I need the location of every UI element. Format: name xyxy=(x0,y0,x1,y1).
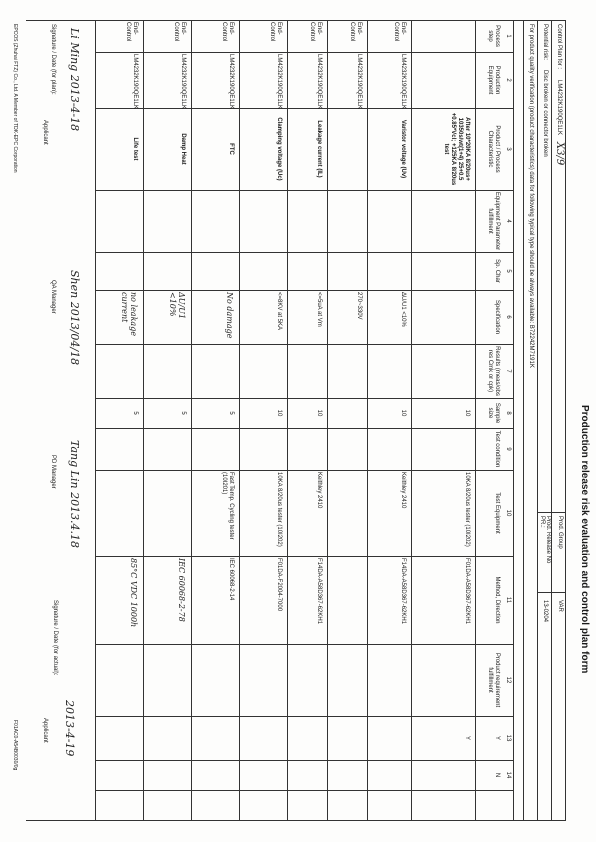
specification-cell: ΔU/U1 <10% xyxy=(400,292,406,327)
process-step-cell: End-Control xyxy=(309,22,322,42)
equipment-cell: LM4232K190QE1LK xyxy=(228,54,234,110)
sample-size-cell: 10 xyxy=(464,409,470,417)
control-plan-handwritten: X3/9 xyxy=(554,142,565,166)
method-cell: F01DA-A58D367-62KH1 xyxy=(464,558,470,625)
column-header: Product requirement fulfillment xyxy=(487,652,500,708)
column-number: 6 xyxy=(505,315,511,319)
equipment-cell: LM4232K190QE1LK xyxy=(276,54,282,110)
sample-size-cell: 5 xyxy=(228,411,234,415)
prod-release-value: 13-0204 xyxy=(542,600,548,623)
characteristic-cell: Life test xyxy=(132,137,138,161)
characteristic-cell: After 10*20KA 8/20us+ 10350s/wt(1+4) 25+0.5 +0.85*Vcl; +125KA 8/20us test xyxy=(443,112,470,186)
process-step-cell: End-Control xyxy=(125,22,138,42)
test-equipment-cell: 10KA 8/20us tester (10I202) xyxy=(276,472,282,547)
column-number: 8 xyxy=(505,411,511,415)
column-header: N xyxy=(494,772,500,778)
equipment-cell: LM4232K190QE1LK xyxy=(132,54,138,110)
specification-cell: no leakage current xyxy=(120,292,138,337)
test-equipment-cell: Keithley 2410 xyxy=(316,472,322,509)
sample-size-cell: 10 xyxy=(400,409,406,417)
column-header: Product / Process Characteristic xyxy=(487,125,500,173)
specification-cell: ΔU/U1 <10% xyxy=(168,292,186,320)
sample-size-cell: 5 xyxy=(180,411,186,415)
control-plan-label: Control Plan for : xyxy=(556,24,562,70)
characteristic-cell: Leakage current (IL) xyxy=(316,120,322,178)
process-step-cell: End-Control xyxy=(349,22,362,42)
characteristic-cell: Varistor voltage (Uv) xyxy=(400,119,406,179)
actual-signature: 2013-4-19 xyxy=(63,700,76,757)
sample-size-cell: 5 xyxy=(132,411,138,415)
form-title: Production release risk evaluation and control plan form xyxy=(579,405,590,674)
test-equipment-cell: Keithley 2410 xyxy=(400,472,406,509)
column-header: Method, Direction xyxy=(494,576,500,624)
method-cell: F14DA-A58D367-62KH1 xyxy=(400,558,406,625)
column-header: Test Equipment xyxy=(494,492,500,534)
intro-text: For product quality verification (product characteristics) data for following typical type should be always available: B72242M7191K xyxy=(528,24,534,368)
method-cell: F01DA-F2004-7000 xyxy=(276,558,282,612)
column-number: 14 xyxy=(505,771,511,779)
specification-cell: 270~330V xyxy=(356,292,362,320)
process-step-cell: End-Control xyxy=(269,22,282,42)
equipment-cell: LM4232K190QE1LK xyxy=(316,54,322,110)
pr-label: PR.: xyxy=(539,516,545,528)
specification-cell: <=8KV at 5KA xyxy=(276,292,282,331)
footer-docnum: F01AC0-A54B0030/0g xyxy=(12,720,18,771)
sample-size-cell: 10 xyxy=(276,409,282,417)
applicant-sub-label: Applicant xyxy=(42,120,48,145)
column-header: Equipment Parameter fulfillment xyxy=(487,191,500,251)
specification-cell: <=5uA at Vm xyxy=(316,292,322,327)
characteristic-cell: Damp Heat xyxy=(180,133,186,165)
method-cell: IEC 60068-2-78 xyxy=(177,558,186,622)
sample-size-cell: 10 xyxy=(316,409,322,417)
column-number: 4 xyxy=(505,219,511,223)
column-header: Test condition xyxy=(494,430,500,468)
prod-group-label: Prod. Group xyxy=(557,516,563,549)
pd-label: PD Manager xyxy=(50,455,56,489)
column-header: Sp. Char xyxy=(494,259,500,283)
column-number: 10 xyxy=(505,509,511,517)
characteristic-cell: FTC xyxy=(228,143,234,155)
control-plan-value: LM4232K190QE1LK xyxy=(556,80,562,136)
process-step-cell: End-Control xyxy=(173,22,186,42)
applicant-signature: Li Ming 2013-4-18 xyxy=(68,28,81,132)
column-number: 12 xyxy=(505,676,511,684)
process-step-cell: End-Control xyxy=(393,22,406,42)
pd-signature: Tang Lin 2013.4.18 xyxy=(68,440,81,549)
column-header: Sample size xyxy=(487,402,500,424)
qa-signature: Shen 2013/04/18 xyxy=(68,270,81,366)
method-cell: IEC 60068-2-14 xyxy=(228,558,234,601)
equipment-cell: LM4232K190QE1LK xyxy=(356,54,362,110)
prod-release-label: Prod. Release No xyxy=(545,516,551,564)
prod-group-value: VAR xyxy=(557,600,563,612)
specification-cell: No damage xyxy=(225,292,234,339)
column-number: 5 xyxy=(505,269,511,273)
column-number: 11 xyxy=(505,596,511,604)
process-step-cell: End-Control xyxy=(221,22,234,42)
column-header: Production Equipment xyxy=(487,65,500,95)
column-header: Y xyxy=(494,735,500,740)
column-header: Results (meas/obs res Cmk or cpk) xyxy=(487,346,500,396)
column-number: 1 xyxy=(505,34,511,38)
column-number: 3 xyxy=(505,147,511,151)
actual-sub-label: Applicant xyxy=(42,718,48,743)
potential-risk-label: Potential risk: xyxy=(542,24,548,61)
test-equipment-cell: Fast Temp. Cycling tester (10I201) xyxy=(221,472,234,540)
method-cell: 85°C VDC 1000h xyxy=(129,558,138,628)
characteristic-cell: Clamping voltage (Uc) xyxy=(276,117,282,181)
column-number: 2 xyxy=(505,78,511,82)
column-number: 7 xyxy=(505,369,511,373)
method-cell: F14DA-A58D367-62KH1 xyxy=(316,558,322,625)
actual-sign-label: Signature / Date (for actual): xyxy=(52,600,58,676)
footer-company: EPCOS (Zhuhai FTZ) Co., Ltd. A Member of TDK-EPC Corporation xyxy=(12,24,18,173)
potential-risk-value: Disc broken or connector broken xyxy=(542,70,548,157)
equipment-cell: LM4232K190QE1LK xyxy=(400,54,406,110)
equipment-cell: LM4232K190QE1LK xyxy=(180,54,186,110)
column-number: 9 xyxy=(505,447,511,451)
column-number: 13 xyxy=(505,734,511,742)
fulfilled-yes-cell: Y xyxy=(464,735,470,740)
column-header: Specification xyxy=(494,299,500,335)
test-equipment-cell: 10KA 8/20us tester (10I202) xyxy=(464,472,470,547)
applicant-sign-label: Signature / Date (for plan): xyxy=(50,24,56,95)
column-header: Process step xyxy=(487,25,500,47)
qa-label: QA Manager xyxy=(50,280,56,314)
